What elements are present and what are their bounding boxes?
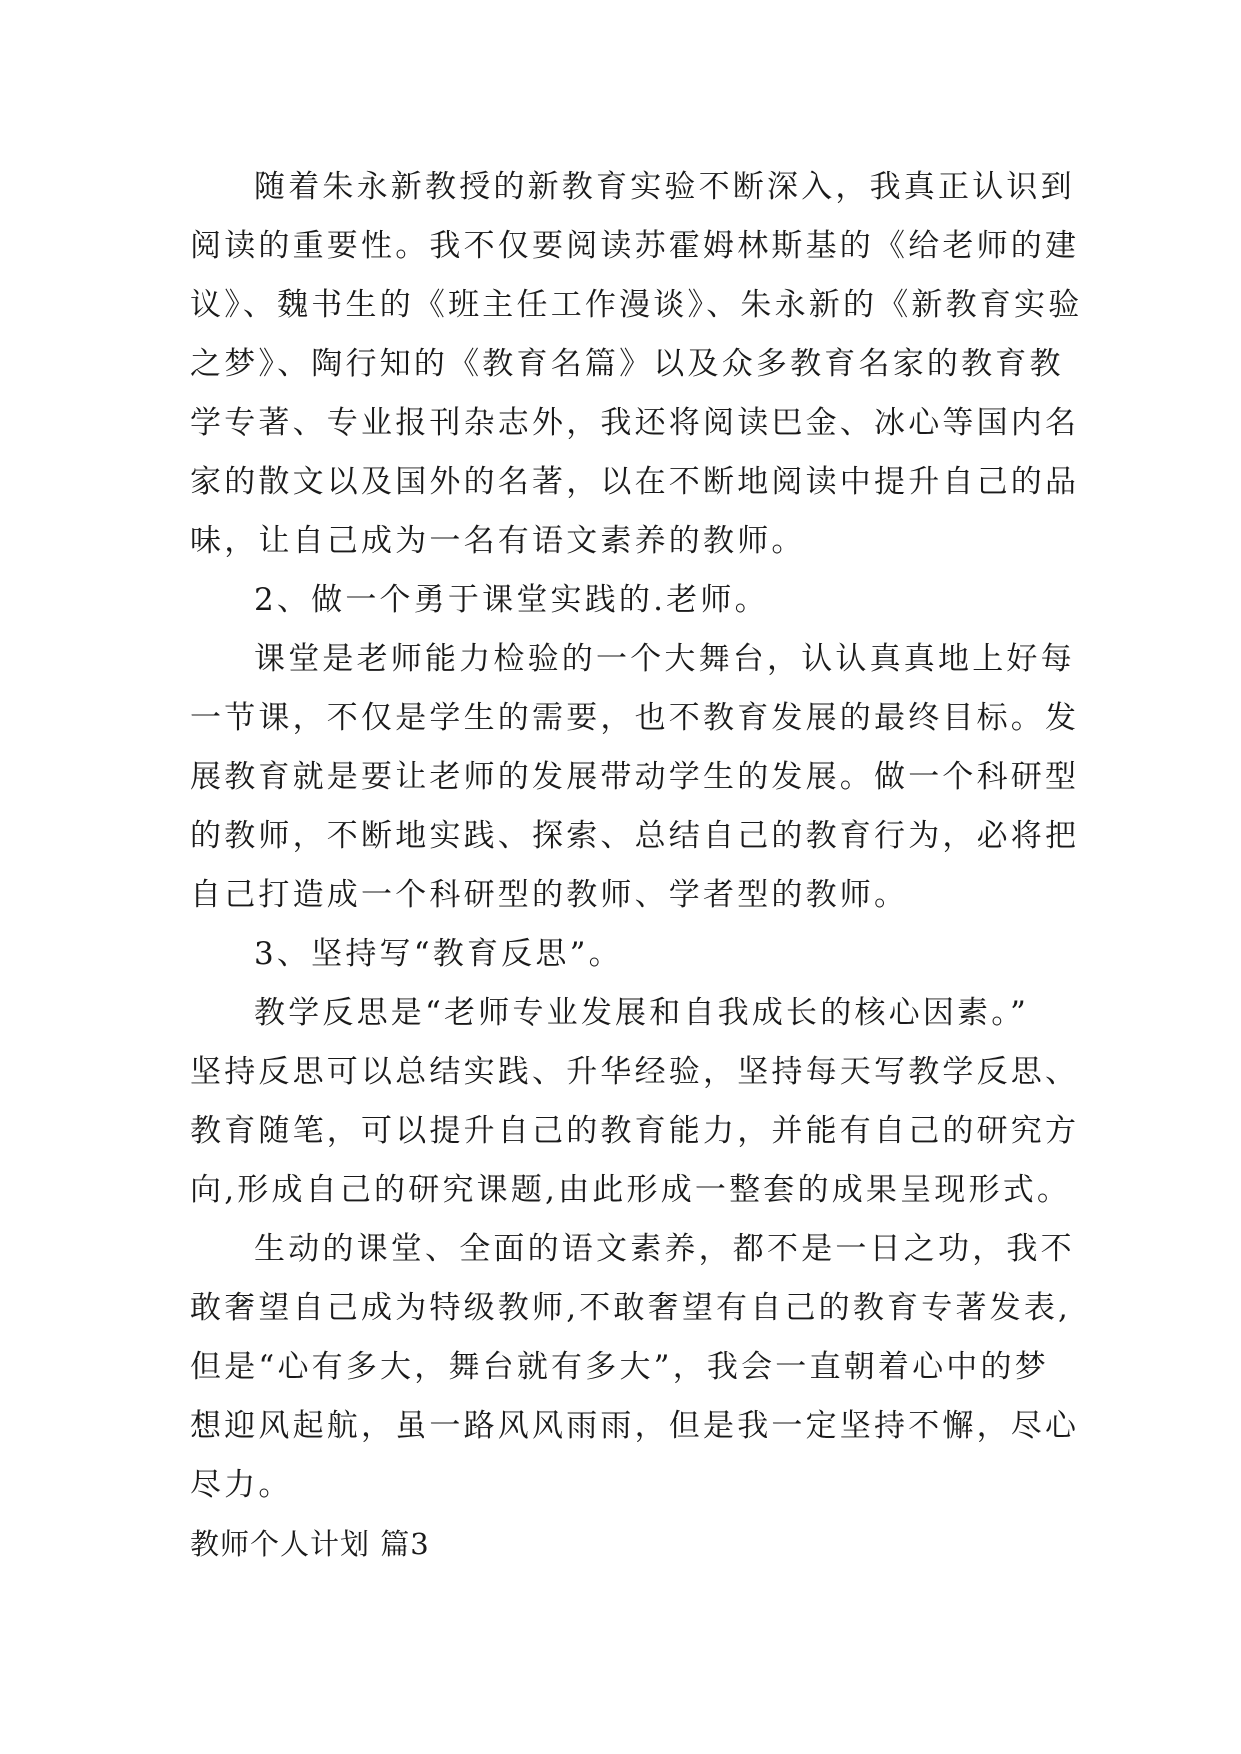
paragraph-line: 尽力。 [190, 1467, 293, 1503]
paragraph-line: 生动的课堂、全面的语文素养，都不是一日之功，我不 [254, 1231, 1075, 1267]
paragraph-line: 随着朱永新教授的新教育实验不断深入，我真正认识到 [254, 169, 1075, 205]
paragraph-line: 敢奢望自己成为特级教师,不敢奢望有自己的教育专著发表, [190, 1290, 1072, 1326]
paragraph-line: 教育随笔，可以提升自己的教育能力，并能有自己的研究方 [190, 1113, 1080, 1149]
paragraph-line: 之梦》、陶行知的《教育名篇》以及众多教育名家的教育教 [190, 346, 1064, 382]
paragraph-line: 学专著、专业报刊杂志外，我还将阅读巴金、冰心等国内名 [190, 405, 1080, 441]
next-section-title: 教师个人计划 篇3 [190, 1527, 430, 1561]
paragraph-line: 味，让自己成为一名有语文素养的教师。 [190, 523, 806, 559]
paragraph-line: 想迎风起航，虽一路风风雨雨，但是我一定坚持不懈，尽心 [190, 1408, 1080, 1444]
paragraph-line: 一节课，不仅是学生的需要，也不教育发展的最终目标。发 [190, 700, 1080, 736]
section-heading: 2、做一个勇于课堂实践的.老师。 [254, 582, 769, 618]
paragraph-line: 阅读的重要性。我不仅要阅读苏霍姆林斯基的《给老师的建 [190, 228, 1080, 264]
paragraph-line: 的教师，不断地实践、探索、总结自己的教育行为，必将把 [190, 818, 1080, 854]
paragraph-line: 自己打造成一个科研型的教师、学者型的教师。 [190, 877, 909, 913]
paragraph-line: 课堂是老师能力检验的一个大舞台，认认真真地上好每 [254, 641, 1075, 677]
document-body [190, 158, 1083, 1574]
paragraph-line: 坚持反思可以总结实践、升华经验，坚持每天写教学反思、 [190, 1054, 1080, 1090]
paragraph-line: 教学反思是“老师专业发展和自我成长的核心因素。” [254, 995, 1029, 1031]
paragraph-line: 但是“心有多大，舞台就有多大”，我会一直朝着心中的梦 [190, 1349, 1049, 1385]
paragraph-line: 议》、魏书生的《班主任工作漫谈》、朱永新的《新教育实验 [190, 287, 1083, 323]
paragraph-line: 展教育就是要让老师的发展带动学生的发展。做一个科研型 [190, 759, 1080, 795]
section-heading: 3、坚持写“教育反思”。 [254, 936, 623, 972]
paragraph-line: 家的散文以及国外的名著，以在不断地阅读中提升自己的品 [190, 464, 1080, 500]
paragraph-line: 向,形成自己的研究课题,由此形成一整套的成果呈现形式。 [190, 1172, 1072, 1208]
